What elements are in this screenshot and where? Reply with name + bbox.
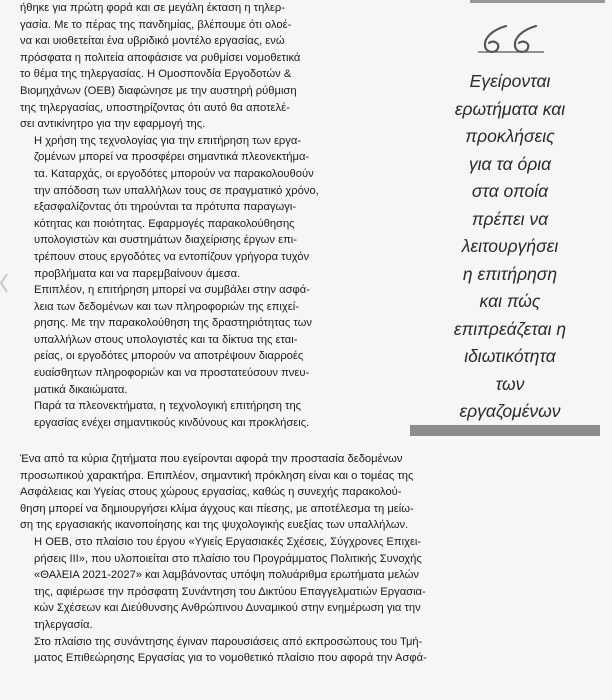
text-line: να και υιοθετείται ένα υβριδικό μοντέλο εργασίας, ενώ	[20, 35, 285, 48]
text-line: ματικά δικαιώματα.	[34, 383, 128, 396]
text-line: κών Σχέσεων και Διεύθυνσης Ανθρώπινου Δυναμικού στην ενημέρωση για την	[34, 602, 421, 615]
text-line: προβλήματα και να παρεμβαίνουν άμεσα.	[34, 267, 241, 280]
text-line: θηση μπορεί να δημιουργήσει κλίμα άγχους και πίεσης, με αποτέλεσμα τη μείω-	[20, 502, 414, 515]
top-rule	[470, 0, 605, 3]
text-line: ρήσεις ΙΙΙ», που υλοποιείται στο πλαίσιο του Προγράμματος Πολιτικής Συνοχής	[34, 552, 422, 565]
text-line: της, αφιέρωσε την πρόσφατη Συνάντηση του Δικτύου Επαγγελματιών Εργασια-	[34, 585, 426, 598]
text-line: Η ΟΕΒ, στο πλαίσιο του έργου «Υγιείς Εργασιακές Σχέσεις, Σύγχρονες Επιχει-	[34, 535, 422, 548]
text-line: ματος Επιθεώρησης Εργασίας για το νομοθετικό πλαίσιο που αφορά την Ασφά-	[34, 652, 427, 665]
pull-quote-line: εργαζομένων	[459, 401, 561, 421]
pull-quote	[420, 20, 596, 445]
text-line: ήθηκε για πρώτη φορά και σε μεγάλη έκταση η τηλερ-	[20, 2, 285, 14]
paragraph-oeb-project	[20, 534, 592, 634]
paragraph-meeting-presentations	[20, 634, 592, 667]
text-line: Στο πλαίσιο της συνάντησης έγιναν παρουσιάσεις από εκπροσώπους του Τμή-	[34, 635, 423, 648]
pull-quote-line: στα οποία	[471, 181, 549, 201]
text-line: ρησης. Με την παρακολούθηση της δραστηριότητας των	[34, 317, 312, 330]
text-line: πρόσφατα η πολιτεία αποφάσισε να ρυθμίσει νομοθετικά	[20, 51, 301, 64]
text-line: ση της εργασιακής ικανοποίησης και της ψυχολογικής ευεξίας των υπαλλήλων.	[20, 519, 409, 532]
quote-mark-icon	[476, 22, 546, 58]
pull-quote-bar	[410, 425, 600, 436]
text-line: τα. Καταρχάς, οι εργοδότες μπορούν να παρακολουθούν	[34, 167, 314, 180]
text-line: Η χρήση της τεχνολογίας για την επιτήρηση των εργα-	[34, 134, 302, 147]
text-line: το θέμα της τηλεργασίας. Η Ομοσπονδία Εργοδοτών &	[20, 68, 292, 81]
pull-quote-text	[426, 68, 594, 426]
text-line: Παρά τα πλεονεκτήματα, η τεχνολογική επιτήρηση της	[34, 400, 302, 413]
text-line: Επιπλέον, η επιτήρηση μπορεί να συμβάλει στην ασφά-	[34, 284, 310, 297]
paragraph-technology-advantages	[20, 133, 408, 282]
pull-quote-line: λειτουργήσει	[461, 236, 559, 256]
text-line: την απόδοση των υπαλλήλων τους σε πραγματικό χρόνο,	[34, 184, 319, 197]
chevron-left-icon[interactable]	[0, 272, 8, 294]
text-line: τηλεργασία.	[34, 618, 93, 631]
text-line: προσωπικού χαρακτήρα. Επιπλέον, σημαντική πρόκληση είναι και ο τομέας της	[20, 469, 414, 482]
text-line: υπολογιστών και συστημάτων διαχείρισης έργων επι-	[34, 234, 298, 247]
pull-quote-line: επιπρεάζεται η	[453, 318, 567, 339]
text-line: εργασίας ενέχει σημαντικούς κινδύνους και προκλήσεις.	[34, 416, 310, 429]
paragraph-risks-intro	[20, 398, 408, 431]
pull-quote-line: ερωτήματα και	[454, 98, 566, 119]
pull-quote-line: Εγείρονται	[469, 71, 551, 91]
pull-quote-line: προκλήσεις	[465, 126, 555, 146]
pull-quote-line: η επιτήρηση	[462, 263, 558, 284]
text-line: ευαίσθητων πληροφοριών και να προστατεύσουν πνευ-	[34, 367, 310, 380]
text-line: ζομένων μπορεί να προσφέρει σημαντικά πλεονεκτήμα-	[34, 151, 310, 164]
pull-quote-line: των	[495, 373, 525, 394]
text-line: κότητας και ποιότητας. Εφαρμογές παρακολούθησης	[34, 217, 295, 230]
paragraph-teleworking-intro	[20, 0, 408, 133]
text-line: ρείας, οι εργοδότες μπορούν να αποτρέψουν διαρροές	[34, 350, 304, 363]
text-line: σει αντικίνητρο για την εφαρμογή της.	[20, 118, 206, 131]
pull-quote-line: και πώς	[479, 291, 541, 311]
text-line: Ένα από τα κύρια ζητήματα που εγείρονται αφορά την προστασία δεδομένων	[20, 453, 403, 465]
text-line: «ΘΑλΕΙΑ 2021-2027» και λαμβάνοντας υπόψη πολυάριθμα ερωτήματα μελών	[34, 569, 419, 582]
text-line: λεια των δεδομένων και των πληροφοριών της επιχεί-	[34, 300, 299, 313]
text-line: Βιομηχάνων (ΟΕΒ) διαφώνησε με την αυστηρή ρύθμιση	[20, 84, 297, 97]
text-line: υπαλλήλων στους υπολογιστές και τα δίκτυα της εται-	[34, 333, 298, 346]
text-line: εξασφαλίζοντας ότι τηρούνται τα πρότυπα παραγωγι-	[34, 201, 297, 214]
pull-quote-line: πρέπει να	[471, 208, 549, 229]
pull-quote-line: ιδιωτικότητα	[464, 346, 556, 366]
text-line: Ασφάλειας και Υγείας στους χώρους εργασίας, καθώς η συνεχής παρακολού-	[20, 486, 402, 499]
text-line: της τηλεργασίας, υποστηρίζοντας ότι αυτό θα αποτελέ-	[20, 101, 290, 114]
pull-quote-line: για τα όρια	[468, 153, 552, 174]
paragraph-data-security	[20, 282, 408, 398]
article-full-width-column	[20, 451, 592, 667]
paragraph-risks-details	[20, 451, 592, 534]
article-left-column	[20, 0, 408, 431]
text-line: γασία. Με το πέρας της πανδημίας, βλέπουμε ότι ολοέ-	[20, 18, 292, 31]
text-line: τρέπουν στους εργοδότες να εντοπίζουν γρήγορα τυχόν	[34, 250, 310, 263]
